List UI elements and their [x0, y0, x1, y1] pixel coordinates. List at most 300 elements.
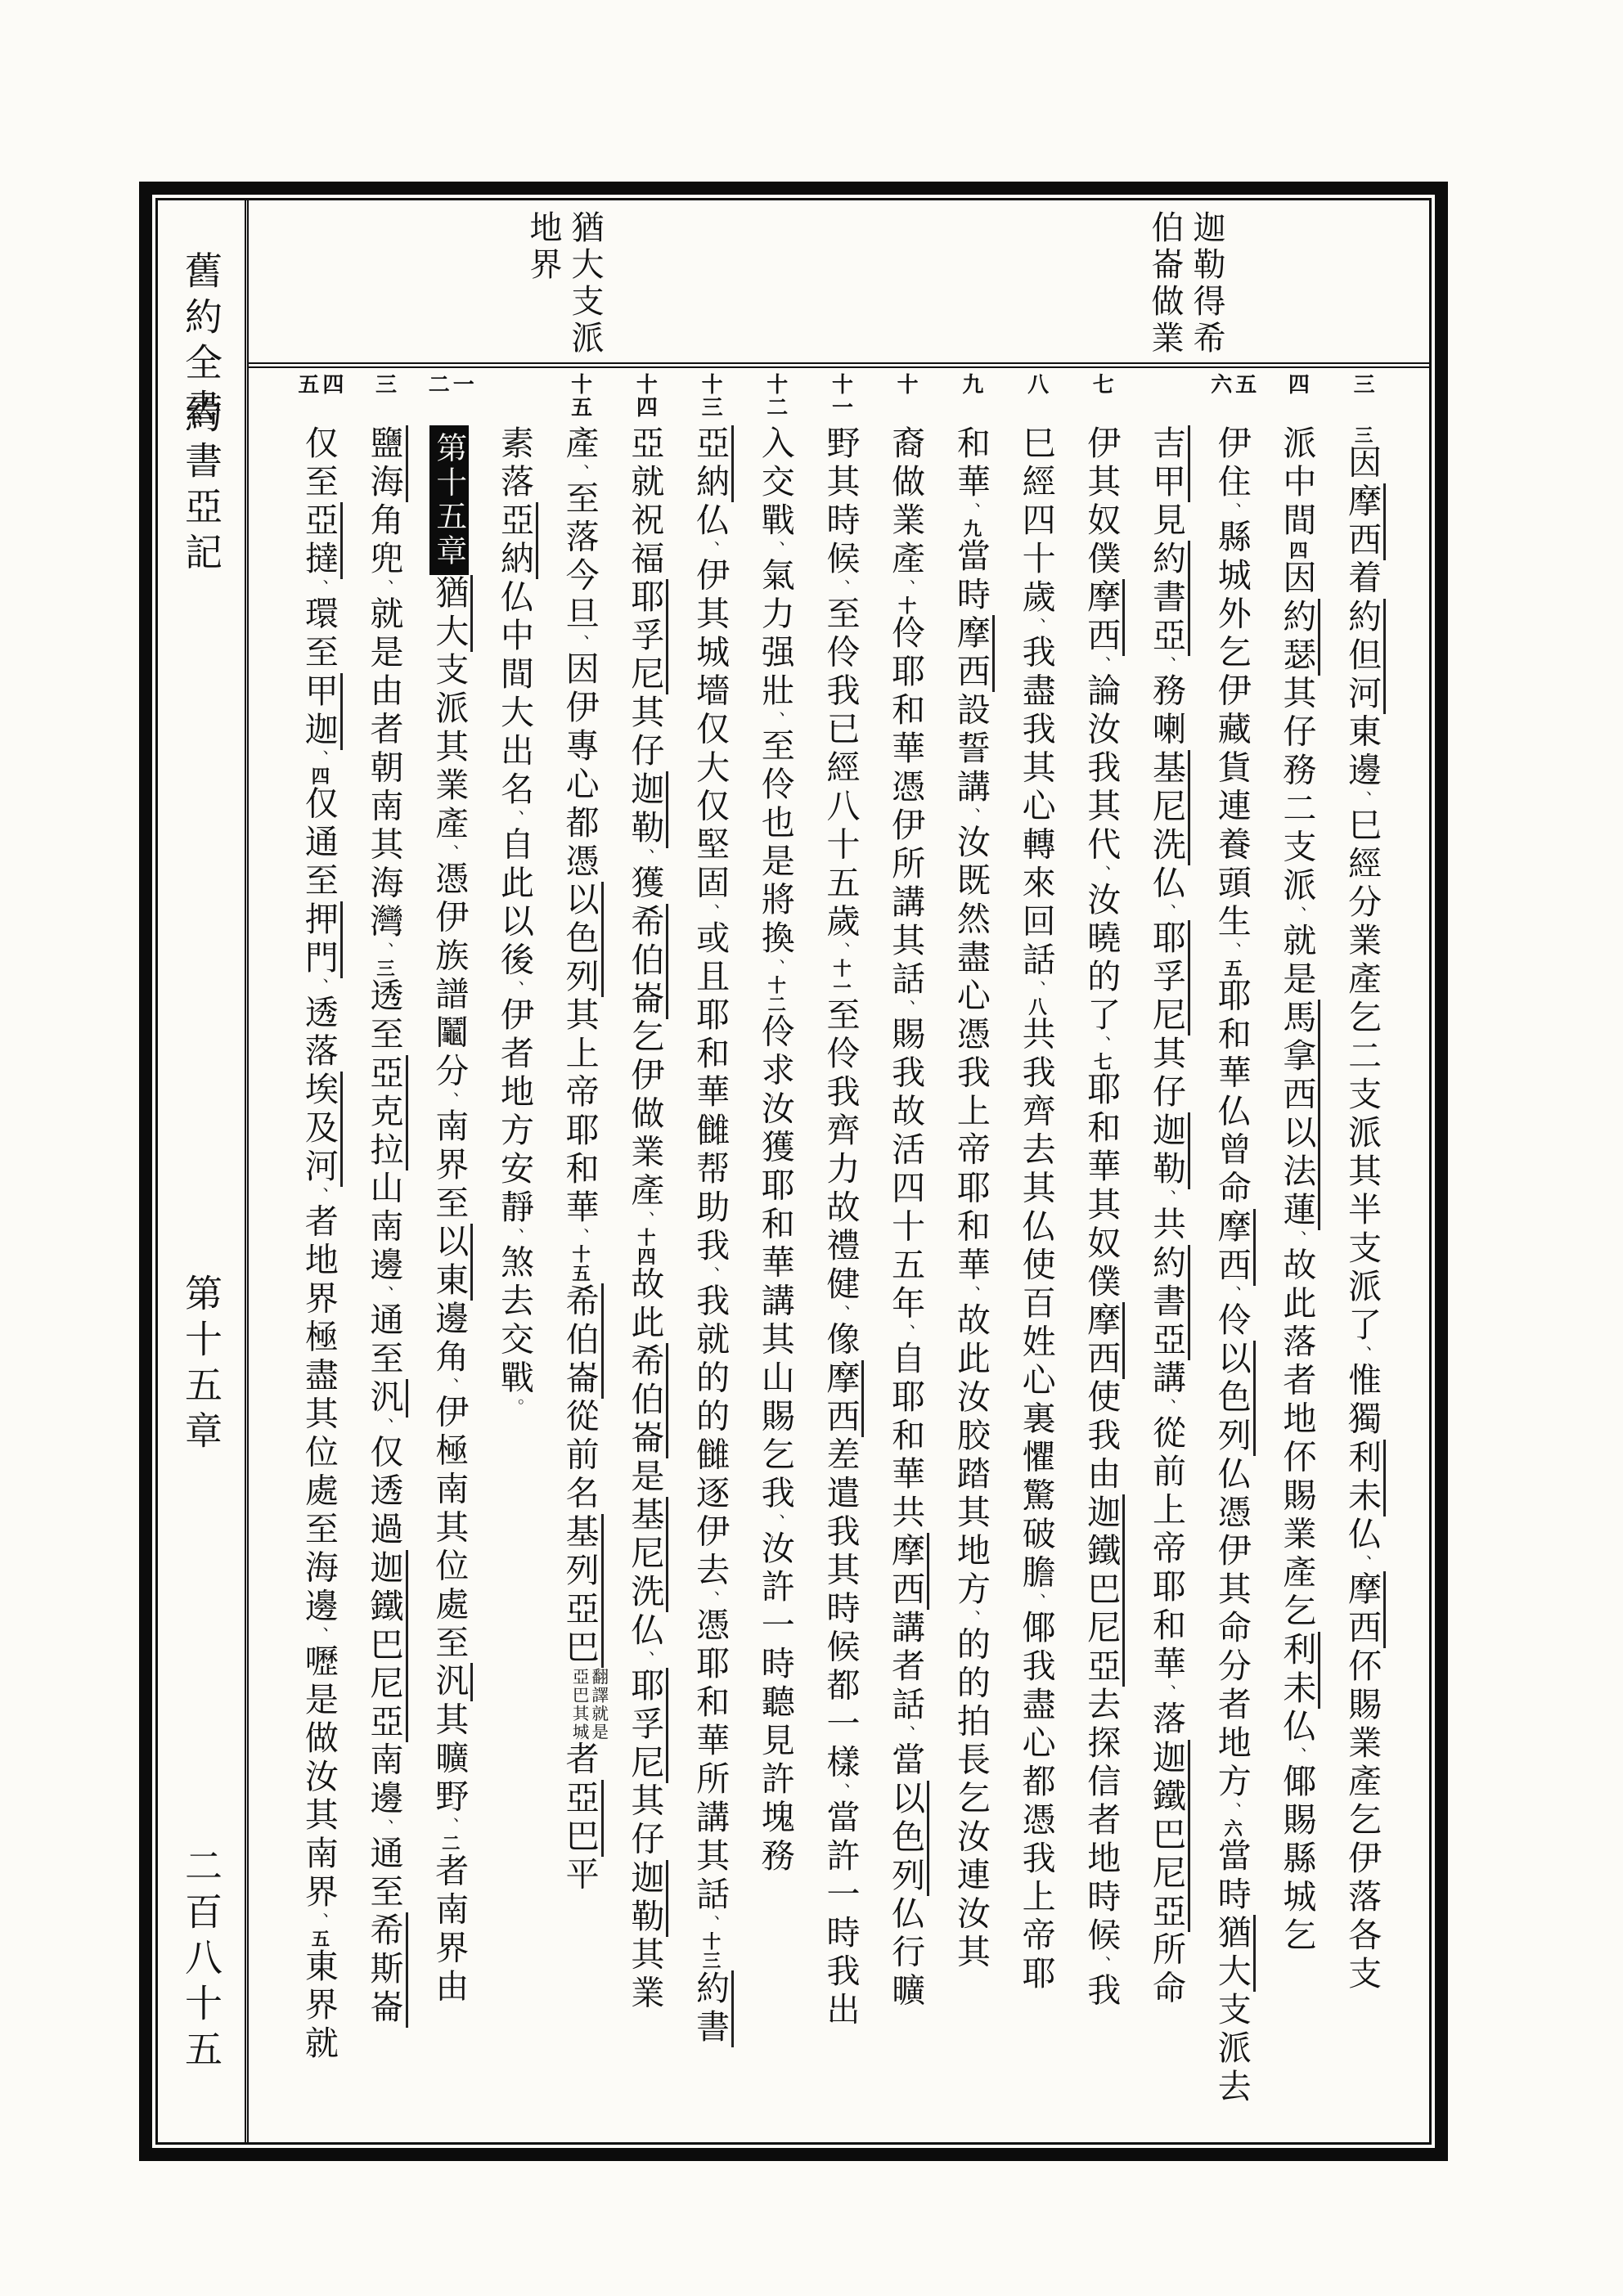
text-run: 亞就祝福 — [625, 425, 665, 579]
text-run: 自耶和華共 — [886, 1341, 926, 1534]
verse-number: 三 — [371, 373, 397, 396]
proper-noun: 馬拿西 — [1277, 1000, 1320, 1115]
proper-noun: 迦鐵巴尼亞 — [1081, 1494, 1125, 1687]
text-run: 像 — [820, 1321, 861, 1360]
text-run: 、 — [504, 810, 524, 827]
proper-noun: 亞納 — [690, 425, 734, 502]
text-run: 因 — [1277, 559, 1317, 599]
text-run: 東邊 — [1342, 713, 1382, 791]
proper-noun: 猶大 — [429, 575, 473, 652]
text-run: 、 — [896, 1000, 916, 1017]
text-run: 所命 — [1146, 1931, 1186, 2009]
text-run: 仅至 — [299, 425, 339, 502]
verse-number: 二 — [425, 373, 450, 396]
text-run: 、 — [700, 903, 721, 920]
text-run: 伓賜業產乞伊落各支 — [1342, 1648, 1382, 1995]
annotation-line: 地界 — [524, 210, 562, 284]
text-run: 、 — [830, 1782, 851, 1800]
text-column-12 — [613, 373, 678, 2136]
text-run: 、 — [1091, 1036, 1112, 1053]
proper-noun: 以色列 — [886, 1781, 929, 1896]
column-text — [613, 425, 677, 2136]
text-run: 、 — [504, 980, 524, 997]
text-run: 其仔 — [625, 1782, 665, 1860]
inline-verse-marker: 七 — [1090, 1052, 1113, 1072]
text-run: 嚦是做汝其南界 — [299, 1643, 339, 1913]
text-run: 、 — [1091, 865, 1112, 882]
text-run: 差遣我其時候都一樣 — [820, 1436, 861, 1783]
text-run: 汝許一時聽見許塊務 — [755, 1530, 795, 1877]
text-run: 、 — [1091, 1956, 1112, 1973]
text-run: 透落 — [299, 995, 339, 1072]
text-run: 、 — [504, 1228, 524, 1245]
text-column-3 — [1199, 373, 1265, 2136]
book-title: 舊約全書 — [179, 251, 223, 434]
text-run: 講 — [1146, 1359, 1186, 1399]
text-run: 、 — [1352, 1346, 1373, 1363]
text-run: 去探信者地時候 — [1081, 1687, 1122, 1957]
text-run: 汝曉的了 — [1081, 882, 1122, 1036]
text-run: 縣城外乞伊藏貨連養頭生 — [1212, 519, 1252, 942]
text-run: 通至 — [364, 1302, 404, 1380]
verse-number: 十二 — [762, 373, 788, 419]
text-run: 我 — [1081, 1972, 1122, 2011]
text-run: 、 — [1026, 618, 1046, 635]
text-run: 汝既然盡心憑我上帝耶和華 — [951, 824, 991, 1286]
text-run: 、 — [1026, 980, 1046, 997]
text-run: 野其時候 — [820, 425, 861, 579]
text-run: 、 — [1221, 941, 1242, 959]
column-text — [483, 425, 546, 2136]
margin-annotation-caleb — [1147, 210, 1225, 357]
column-text — [287, 425, 351, 2136]
inline-verse-marker: 五 — [308, 1929, 330, 1949]
proper-noun: 基列亞巴 — [560, 1514, 604, 1668]
proper-noun: 摩西 — [1081, 579, 1125, 656]
text-run: 、 — [960, 502, 981, 519]
text-run: 、 — [374, 941, 394, 959]
verse-number-header — [893, 373, 918, 425]
text-run: 、 — [1026, 1593, 1046, 1611]
inline-verse-marker: 二 — [438, 1833, 461, 1853]
text-run: 因 — [1342, 444, 1382, 483]
text-run: 講者話 — [886, 1610, 926, 1726]
text-run: 、 — [308, 1912, 329, 1930]
text-run: 入交戰 — [755, 425, 795, 541]
text-run: 者地界極盡其位處至海邊 — [299, 1203, 339, 1627]
text-run: 其曠野 — [429, 1701, 470, 1817]
text-run: 當許一時我出 — [820, 1800, 861, 2031]
proper-noun: 基尼洗 — [1147, 750, 1190, 865]
verse-number-header — [959, 373, 983, 425]
text-run: 自此以後 — [494, 826, 534, 981]
verse-number-header — [294, 373, 344, 425]
column-text — [1005, 425, 1068, 2136]
text-run: 、 — [700, 1915, 721, 1932]
text-column-15 — [416, 373, 482, 2136]
column-text — [1330, 425, 1394, 2136]
text-column-7 — [938, 373, 1004, 2136]
proper-noun: 押門 — [299, 901, 343, 978]
text-run: 賜我故活四十五年 — [886, 1016, 926, 1324]
text-run: 伊極南其位處至 — [429, 1394, 470, 1664]
text-run: 、 — [1156, 1189, 1176, 1206]
proper-noun: 希伯崙 — [560, 1283, 604, 1399]
column-text — [353, 425, 416, 2136]
interlinear-note-line: 亞巴其城 — [569, 1667, 590, 1741]
text-run: 故此 — [625, 1266, 665, 1344]
text-run: 山南邊 — [364, 1170, 404, 1286]
proper-noun: 約書 — [690, 1970, 734, 2047]
proper-noun: 耶孚尼 — [625, 1668, 668, 1783]
verse-number: 九 — [958, 373, 983, 396]
text-column-8 — [873, 373, 938, 2136]
proper-noun: 摩西 — [1081, 1302, 1125, 1379]
text-run: 我盡我其心轉來回話 — [1016, 634, 1056, 981]
text-run: 伶 — [1212, 1302, 1252, 1341]
text-run: 仏 — [625, 1612, 665, 1651]
text-run: 、 — [1156, 656, 1176, 673]
text-run: 、 — [439, 1091, 460, 1108]
text-run: 耶和華其奴僕 — [1081, 1072, 1122, 1303]
verse-number-header — [1207, 373, 1257, 425]
page-frame — [139, 182, 1448, 2161]
proper-noun: 迦勒 — [625, 1860, 668, 1937]
inline-verse-marker: 四 — [1286, 541, 1308, 560]
page-frame-inner — [155, 198, 1432, 2145]
text-run: 乞伊做業產 — [625, 1018, 665, 1211]
text-run: 通至 — [364, 1835, 404, 1913]
chapter-title: 第十五章 — [179, 1274, 223, 1457]
page-number: 二百八十五 — [179, 1846, 223, 2075]
text-run: 角兜 — [364, 502, 404, 579]
text-run: 、 — [896, 1323, 916, 1341]
text-run: 。 — [504, 1398, 524, 1415]
verse-number-header — [372, 373, 397, 425]
inline-verse-marker: 十 — [895, 595, 917, 616]
proper-noun: 約書亞 — [1147, 541, 1190, 656]
text-run: 、 — [1287, 1230, 1307, 1247]
text-run: 南界至 — [429, 1108, 470, 1224]
proper-noun: 希伯崙 — [625, 904, 668, 1019]
margin-annotation-judah — [525, 210, 603, 357]
text-run: 伶耶和華憑伊所講其話 — [886, 615, 926, 1000]
text-run: 獲 — [625, 865, 665, 904]
column-text — [1135, 425, 1198, 2136]
text-run: 、 — [308, 1626, 329, 1644]
proper-noun: 希伯崙 — [625, 1343, 668, 1458]
text-run: 、 — [569, 464, 590, 481]
text-run: 、 — [1221, 502, 1242, 519]
text-run: 、 — [569, 634, 590, 651]
text-run: 仏憑伊其命分者地方 — [1212, 1456, 1252, 1803]
text-run: 憑耶和華所講其話 — [690, 1607, 731, 1915]
text-run: 我就的的雠逐伊去 — [690, 1283, 731, 1591]
text-run: 、 — [700, 1266, 721, 1283]
text-run: 支派去 — [1212, 1992, 1252, 2108]
interlinear-note-line: 翻譯就是 — [588, 1667, 609, 1741]
column-text — [808, 425, 872, 2136]
text-run: 務喇 — [1146, 672, 1186, 750]
verse-number: 五 — [1231, 373, 1257, 396]
text-run: 伊其城墻仅大仅堅固 — [690, 557, 731, 904]
proper-noun: 以色列 — [560, 882, 604, 997]
verse-number-header — [568, 373, 592, 425]
text-run: 、 — [374, 1285, 394, 1303]
chapter-heading-box: 第十五章 — [429, 425, 469, 575]
proper-noun: 汎 — [365, 1379, 408, 1418]
proper-noun: 希斯崙 — [365, 1912, 408, 2028]
verse-number-header — [828, 373, 852, 425]
text-column-13 — [547, 373, 613, 2136]
proper-noun: 亞克拉 — [365, 1055, 408, 1170]
proper-noun: 耶孚尼 — [625, 579, 668, 694]
inline-verse-marker: 四 — [308, 766, 330, 786]
proper-noun: 摩西 — [1342, 483, 1386, 560]
proper-noun: 摩西 — [820, 1360, 864, 1437]
text-column-1 — [1329, 373, 1395, 2136]
text-run: 仏 — [1342, 1516, 1382, 1555]
text-run: 倻賜縣城乞 — [1277, 1764, 1317, 1957]
text-run: 、 — [700, 1590, 721, 1607]
inline-verse-marker: 十五 — [569, 1244, 591, 1283]
text-run: 、 — [635, 1211, 655, 1228]
text-run: 故此汝胶踏其地方 — [951, 1302, 991, 1611]
text-run: 、 — [1156, 1398, 1176, 1415]
verse-number: 十三 — [698, 373, 723, 419]
text-run: 至伶我已經八十五歲 — [820, 595, 861, 942]
text-run: 素落 — [494, 425, 534, 502]
main-text-area — [249, 200, 1429, 2142]
text-run: 仏 — [1146, 865, 1186, 904]
text-run: 、 — [700, 541, 721, 558]
inline-verse-marker: 三 — [373, 959, 395, 978]
column-text — [678, 425, 742, 2136]
verse-number: 一 — [449, 373, 474, 396]
verse-number: 七 — [1089, 373, 1114, 396]
text-run: 見 — [1146, 502, 1186, 541]
text-run: 仅透過 — [364, 1434, 404, 1550]
text-run: 倻我盡心都憑我上帝耶 — [1016, 1610, 1056, 1995]
inline-verse-marker: 九 — [960, 519, 982, 539]
verse-number-header — [425, 373, 474, 425]
proper-noun: 約瑟 — [1277, 599, 1320, 676]
proper-noun: 亞巴 — [560, 1780, 604, 1857]
text-run: 、 — [765, 711, 785, 728]
text-run: 、 — [635, 1651, 655, 1668]
text-run: 至伶也是將換 — [755, 728, 795, 959]
text-run: 、 — [830, 1305, 851, 1322]
text-column-2 — [1265, 373, 1330, 2136]
text-run: 邊角 — [429, 1300, 470, 1377]
text-run: 伊住 — [1212, 425, 1252, 502]
proper-noun: 摩西 — [886, 1533, 929, 1610]
text-column-17 — [286, 373, 352, 2136]
text-run: 支派其業產 — [429, 651, 470, 844]
top-margin-band — [249, 200, 1429, 368]
text-column-4 — [1134, 373, 1199, 2136]
proper-noun: 亞撻 — [299, 502, 343, 579]
text-run: 巳經四十歲 — [1016, 425, 1056, 618]
inline-verse-marker: 十一 — [829, 959, 852, 998]
text-run: 憑伊族譜鬮分 — [429, 860, 470, 1092]
text-columns — [249, 368, 1429, 2142]
text-run: 、 — [765, 1513, 785, 1531]
text-run: 、 — [1221, 1802, 1242, 1819]
text-run: 耶和華仏曾命 — [1212, 977, 1252, 1209]
text-column-10 — [743, 373, 808, 2136]
proper-noun: 迦勒 — [1147, 1112, 1190, 1189]
text-run: 、 — [1091, 656, 1112, 673]
text-run: 、 — [374, 579, 394, 596]
text-run: 、 — [374, 1418, 394, 1435]
text-run: 、 — [1156, 1684, 1176, 1701]
proper-noun: 利未 — [1277, 1632, 1320, 1709]
proper-noun: 摩西 — [1342, 1571, 1386, 1648]
proper-noun: 迦鐵巴尼亞 — [365, 1550, 408, 1742]
text-run: 至伶我齊力故禮健 — [820, 997, 861, 1305]
annotation-line: 迦勒得希 — [1188, 210, 1225, 357]
text-column-11 — [677, 373, 743, 2136]
column-text — [744, 425, 807, 2136]
text-run: 從前上帝耶和華 — [1146, 1415, 1186, 1684]
text-run: 、 — [765, 541, 785, 558]
text-run: 、 — [1156, 903, 1176, 920]
text-run: 、 — [960, 807, 981, 824]
text-run: 裔做業產 — [886, 425, 926, 579]
text-run: 者 — [560, 1741, 600, 1780]
text-run: 、 — [308, 1187, 329, 1204]
inline-verse-marker: 十四 — [634, 1228, 656, 1267]
text-column-5 — [1068, 373, 1134, 2136]
proper-noun: 以色列 — [1212, 1341, 1256, 1456]
annotation-line: 伯崙做業 — [1146, 210, 1184, 357]
text-run: 當 — [886, 1741, 926, 1781]
verse-number-header — [763, 373, 788, 425]
column-text — [939, 425, 1003, 2136]
verse-number: 十一 — [828, 373, 853, 419]
text-run: 、 — [1287, 1746, 1307, 1764]
text-run: 論汝我其代 — [1081, 672, 1122, 865]
text-run: 因伊專心都憑 — [560, 651, 600, 882]
inline-verse-marker: 十二 — [764, 975, 786, 1014]
verse-number: 五 — [294, 373, 319, 396]
text-run: 、 — [830, 579, 851, 596]
text-run: 南邊 — [364, 1741, 404, 1819]
text-run: 就是 — [1277, 923, 1317, 1000]
verse-number: 十 — [893, 373, 919, 396]
verse-number: 四 — [318, 373, 344, 396]
text-run: 透至 — [364, 977, 404, 1055]
text-run: 共我齊去其仏使百姓心裏懼驚破膽 — [1016, 1016, 1056, 1593]
verse-number-header — [1350, 373, 1374, 425]
text-run: 伊者地方安靜 — [494, 997, 534, 1228]
text-run: 故此落者地伓賜業產乞 — [1277, 1247, 1317, 1632]
text-run: 或且耶和華雠帮助我 — [690, 920, 731, 1266]
column-text — [1265, 425, 1329, 2136]
text-run: 、 — [374, 1818, 394, 1836]
inline-verse-marker: 十三 — [699, 1931, 722, 1970]
proper-noun: 摩西 — [1212, 1209, 1256, 1286]
interlinear-note — [569, 1668, 608, 1741]
text-run: 、 — [308, 977, 329, 995]
text-run: 的的拍長乞汝連汝其 — [951, 1626, 991, 1973]
text-run: 、 — [635, 848, 655, 865]
proper-noun: 迦勒 — [625, 771, 668, 848]
text-run: 煞去交戰 — [494, 1244, 534, 1399]
text-run: 、 — [896, 1725, 916, 1742]
text-column-9 — [808, 373, 874, 2136]
verse-number: 三 — [1350, 373, 1375, 396]
proper-noun: 亞納 — [495, 502, 538, 579]
proper-noun: 耶孚尼 — [1147, 920, 1190, 1036]
text-run: 其上帝耶和華 — [560, 997, 600, 1228]
text-run: 巳經分業產乞二支派其半支派了 — [1342, 807, 1382, 1346]
text-run: 東界就 — [299, 1948, 339, 2065]
annotation-line: 猶大支派 — [566, 210, 604, 357]
text-run: 是 — [625, 1458, 665, 1498]
text-run: 、 — [896, 579, 916, 596]
text-run: 、 — [439, 1817, 460, 1834]
inline-verse-marker: 八 — [1025, 997, 1047, 1017]
text-run: 、 — [308, 749, 329, 766]
text-run: 、 — [308, 579, 329, 596]
text-run: 和華 — [951, 425, 991, 502]
text-run: 平 — [560, 1856, 600, 1895]
column-text — [1200, 425, 1264, 2136]
text-run: 派中間 — [1277, 425, 1317, 541]
text-run: 者南界由 — [429, 1853, 470, 2007]
verse-number: 十五 — [567, 373, 592, 419]
text-run: 仏 — [690, 502, 731, 541]
text-column-16 — [352, 373, 417, 2136]
text-run: 、 — [439, 1377, 460, 1395]
verse-number-header — [1089, 373, 1113, 425]
text-run: 設誓講 — [951, 692, 991, 808]
text-run: 使我由 — [1081, 1379, 1122, 1495]
text-run: 其仔 — [625, 694, 665, 771]
text-run: 、 — [960, 1285, 981, 1303]
inline-verse-marker: 六 — [1221, 1818, 1243, 1839]
text-run: 、 — [830, 941, 851, 959]
text-run: 仅通至 — [299, 785, 339, 901]
text-run: 、 — [1352, 790, 1373, 808]
text-run: 氣力强壯 — [755, 557, 795, 712]
verse-number-header — [632, 373, 657, 425]
text-column-14 — [482, 373, 547, 2136]
text-run: 、 — [765, 959, 785, 976]
text-run: 就是由者朝南其海灣 — [364, 595, 404, 942]
text-run: 產 — [560, 425, 600, 464]
column-text — [548, 425, 612, 2136]
verse-number: 六 — [1207, 373, 1232, 396]
text-column-6 — [1004, 373, 1069, 2136]
inline-verse-marker: 三 — [1351, 425, 1373, 445]
column-text — [1069, 425, 1133, 2136]
column-text — [417, 425, 481, 2136]
verse-number: 八 — [1023, 373, 1049, 396]
text-run: 、 — [1352, 1554, 1373, 1572]
text-run: 仏 — [1277, 1708, 1317, 1747]
text-run: 仏中間大出名 — [494, 579, 534, 810]
text-run: 仏行曠 — [886, 1895, 926, 2011]
proper-noun: 迦鐵巴尼亞 — [1147, 1740, 1190, 1932]
verse-number-header — [698, 373, 722, 425]
text-run: 伊其奴僕 — [1081, 425, 1122, 579]
text-run: 伶求汝獲耶和華講其山賜乞我 — [755, 1013, 795, 1514]
proper-noun: 約但河 — [1342, 599, 1386, 714]
text-run: 、 — [569, 1228, 590, 1245]
